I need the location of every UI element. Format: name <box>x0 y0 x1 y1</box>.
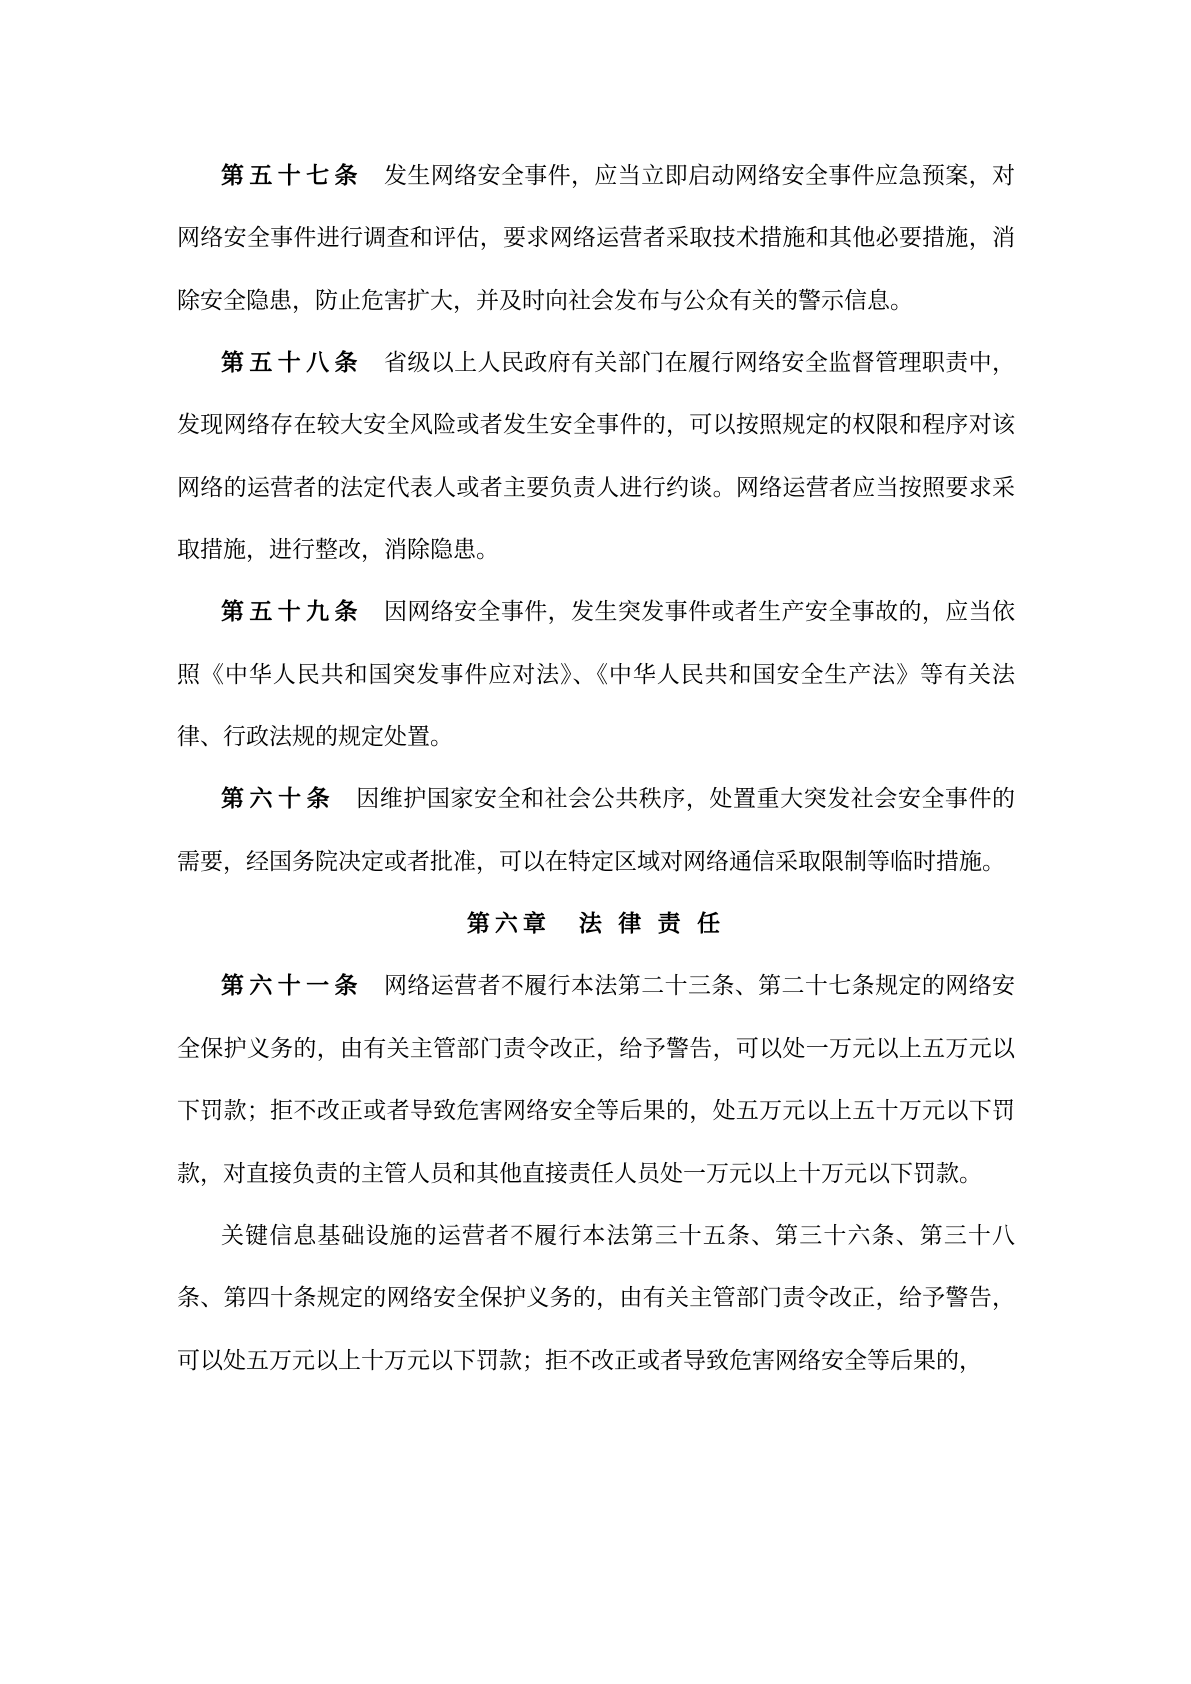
article-text: 因网络安全事件，发生突发事件或者生产安全事故的，应当依照《中华人民共和国突发事件应对法》、《中华人民共和国安全生产法》等有关法律、行政法规的规定处置。 <box>177 598 1016 750</box>
article-text: 因维护国家安全和社会公共秩序，处置重大突发社会安全事件的需要，经国务院决定或者批准，可以在特定区域对网络通信采取限制等临时措施。 <box>177 785 1016 874</box>
article-number: 第五十七条 <box>221 162 363 188</box>
article-number: 第六十一条 <box>221 972 363 999</box>
article-number: 第六十条 <box>221 785 336 812</box>
article-paragraph-60 <box>177 767 1015 892</box>
article-paragraph-59 <box>177 580 1015 767</box>
article-paragraph-58 <box>177 331 1015 580</box>
article-number: 第五十八条 <box>221 349 363 376</box>
body-paragraph-continuation <box>177 1204 1015 1391</box>
article-number: 第五十九条 <box>221 598 363 625</box>
article-paragraph-57 <box>177 144 1015 331</box>
article-text: 网络运营者不履行本法第二十三条、第二十七条规定的网络安全保护义务的，由有关主管部门责令改正，给予警告，可以处一万元以上五万元以下罚款；拒不改正或者导致危害网络安全等后果的，处五万元以上五十万元以下罚款，对直接负责的主管人员和其他直接责任人员处一万元以上十万元以下罚款。 <box>177 972 1016 1186</box>
article-paragraph-61 <box>177 954 1015 1203</box>
chapter-heading: 第六章 法 律 责 任 <box>466 910 726 937</box>
article-text: 发生网络安全事件，应当立即启动网络安全事件应急预案，对网络安全事件进行调查和评估，要求网络运营者采取技术措施和其他必要措施，消除安全隐患，防止危害扩大，并及时向社会发布与公众有关的警示信息。 <box>177 162 1016 313</box>
article-text: 省级以上人民政府有关部门在履行网络安全监督管理职责中，发现网络存在较大安全风险或者发生安全事件的，可以按照规定的权限和程序对该网络的运营者的法定代表人或者主要负责人进行约谈。网络运营者应当按照要求采取措施，进行整改，消除隐患。 <box>177 349 1016 563</box>
body-text: 关键信息基础设施的运营者不履行本法第三十五条、第三十六条、第三十八条、第四十条规定的网络安全保护义务的，由有关主管部门责令改正，给予警告，可以处五万元以上十万元以下罚款；拒不改正或者导致危害网络安全等后果的， <box>177 1221 1015 1373</box>
